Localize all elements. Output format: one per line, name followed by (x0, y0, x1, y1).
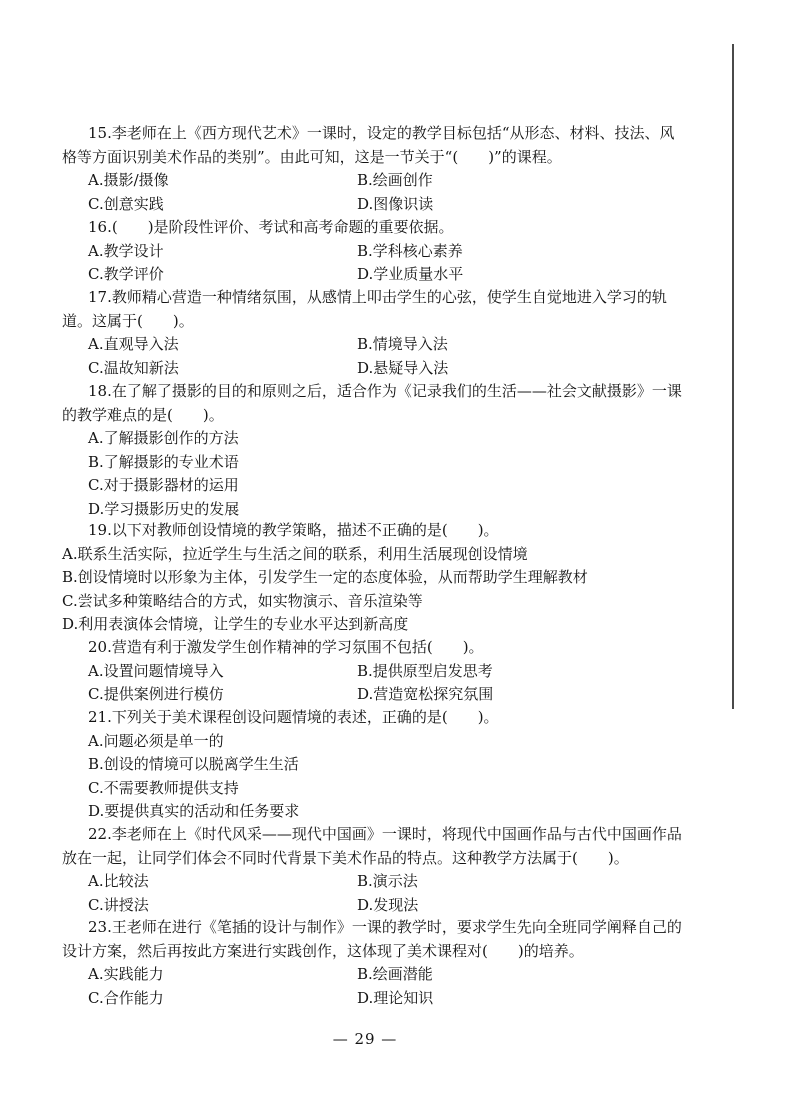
question-16 (62, 216, 682, 287)
options (62, 169, 682, 216)
option-c: C.不需要教师提供支持 (88, 778, 239, 797)
question-stem: 22.李老师在上《时代风采——现代中国画》一课时，将现代中国画作品与古代中国画作品放在一起，让同学们体会不同时代背景下美术作品的特点。这种教学方法属于( )。 (62, 825, 682, 867)
question-18 (62, 380, 682, 521)
options (62, 240, 682, 287)
option-b: B.绘画创作 (357, 171, 433, 189)
question-20 (62, 636, 682, 707)
option-b: B.演示法 (357, 872, 418, 890)
option-d: D.发现法 (357, 895, 419, 914)
question-stem: 16.( )是阶段性评价、考试和高考命题的重要依据。 (88, 218, 454, 236)
question-stem: 17.教师精心营造一种情绪氛围，从感情上叩击学生的心弦，使学生自觉地进入学习的轨道。这属于( )。 (62, 288, 667, 330)
question-19 (62, 519, 682, 637)
option-a: A.摄影/摄像 (88, 171, 169, 189)
option-c: C.讲授法 (88, 895, 149, 914)
option-c: C.温故知新法 (88, 358, 179, 377)
options (62, 543, 682, 637)
option-d: D.学习摄影历史的发展 (88, 499, 240, 518)
question-stem: 21.下列关于美术课程创设问题情境的表述，正确的是( )。 (88, 708, 499, 726)
option-c: C.提供案例进行模仿 (88, 685, 224, 703)
option-b: B.学科核心素养 (357, 241, 463, 260)
question-stem: 23.王老师在进行《笔插的设计与制作》一课的教学时，要求学生先向全班同学阐释自己的设计方案，然后再按此方案进行实践创作，这体现了美术课程对( )的培养。 (62, 918, 682, 960)
options (62, 730, 682, 824)
option-a: A.实践能力 (88, 965, 164, 983)
options (62, 870, 682, 917)
question-21 (62, 706, 682, 824)
options (62, 333, 682, 380)
question-22 (62, 823, 682, 917)
option-d: D.营造宽松探究氛围 (357, 685, 494, 703)
option-c: C.尝试多种策略结合的方式，如实物演示、音乐渲染等 (62, 591, 423, 610)
option-d: D.图像识读 (357, 194, 434, 213)
question-stem: 20.营造有利于激发学生创作精神的学习氛围不包括( )。 (88, 638, 484, 656)
option-d: D.要提供真实的活动和任务要求 (88, 802, 300, 820)
option-a: A.教学设计 (88, 241, 164, 260)
option-d: D.利用表演体会情境，让学生的专业水平达到新高度 (62, 615, 409, 633)
option-b: B.绘画潜能 (357, 965, 433, 983)
option-a: A.直观导入法 (88, 335, 179, 353)
option-b: B.了解摄影的专业术语 (88, 452, 239, 471)
option-b: B.创设的情境可以脱离学生生活 (88, 755, 299, 773)
option-c: C.对于摄影器材的运用 (88, 476, 239, 494)
question-23 (62, 916, 682, 1010)
question-stem: 15.李老师在上《西方现代艺术》一课时，设定的教学目标包括“从形态、材料、技法、风格等方面识别美术作品的类别”。由此可知，这是一节关于“( )”的课程。 (62, 124, 675, 166)
question-stem: 19.以下对教师创设情境的教学策略，描述不正确的是( )。 (88, 521, 499, 539)
option-b: B.情境导入法 (357, 335, 448, 353)
options (62, 427, 682, 521)
question-stem: 18.在了解了摄影的目的和原则之后，适合作为《记录我们的生活——社会文献摄影》一课的教学难点的是( )。 (62, 382, 682, 424)
question-17 (62, 286, 682, 380)
option-c: C.创意实践 (88, 194, 164, 213)
option-d: D.悬疑导入法 (357, 358, 449, 377)
option-a: A.设置问题情境导入 (88, 661, 224, 680)
options (62, 963, 682, 1010)
option-a: A.问题必须是单一的 (88, 731, 224, 750)
option-a: A.了解摄影创作的方法 (88, 429, 239, 447)
option-a: A.联系生活实际，拉近学生与生活之间的联系，利用生活展现创设情境 (62, 544, 528, 563)
option-b: B.创设情境时以形象为主体，引发学生一定的态度体验，从而帮助学生理解教材 (62, 568, 588, 586)
question-15 (62, 122, 682, 216)
option-a: A.比较法 (88, 872, 149, 890)
option-c: C.教学评价 (88, 265, 164, 283)
option-c: C.合作能力 (88, 988, 164, 1007)
option-b: B.提供原型启发思考 (357, 661, 493, 680)
margin-rule (732, 44, 734, 709)
option-d: D.学业质量水平 (357, 265, 464, 283)
page-number: — 29 — (332, 1030, 398, 1048)
options (62, 660, 682, 707)
option-d: D.理论知识 (357, 988, 434, 1007)
